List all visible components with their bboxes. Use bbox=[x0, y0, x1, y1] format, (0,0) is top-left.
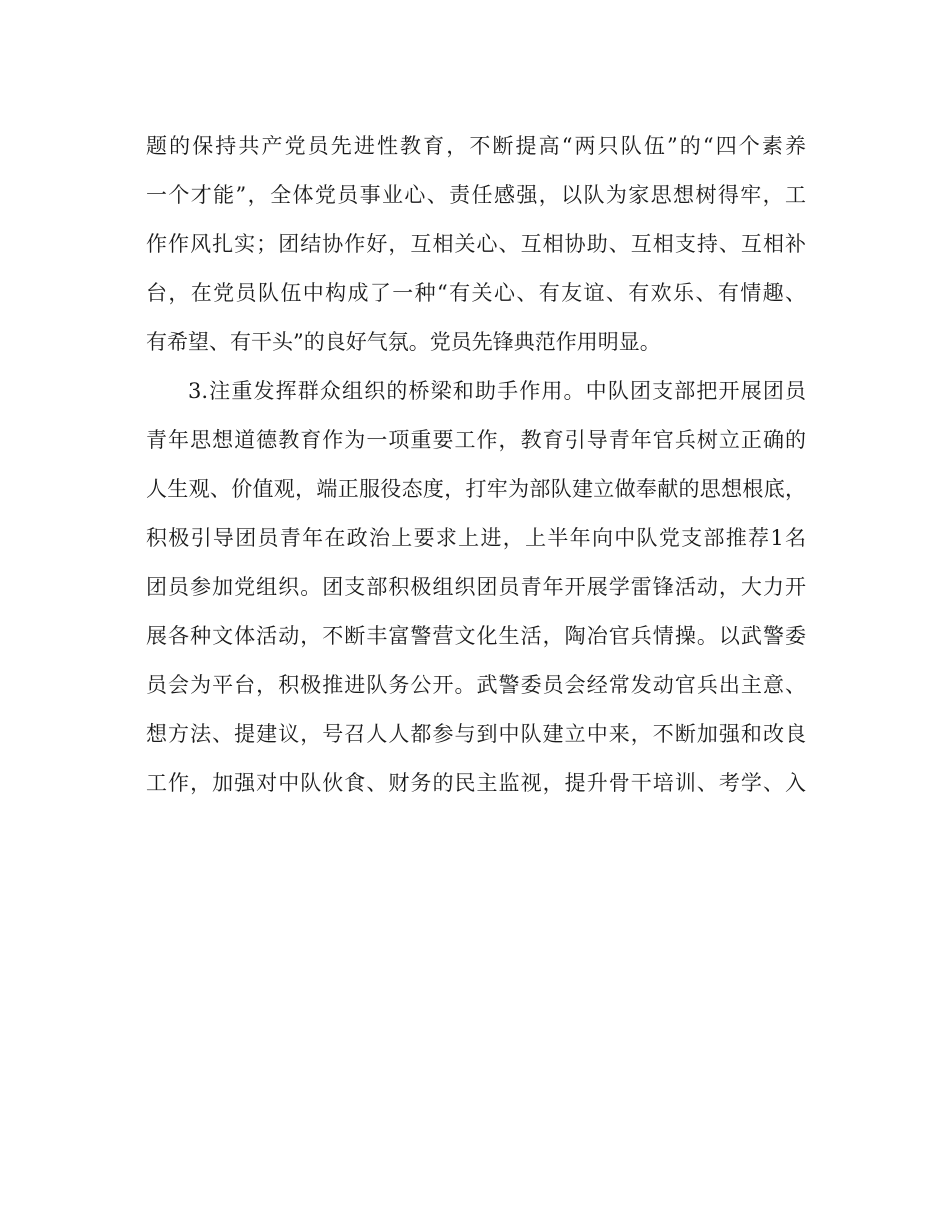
text-line: 青年思想道德教育作为一项重要工作，教育引导青年官兵树立正确的 bbox=[146, 428, 806, 452]
text-line: 题的保持共产党员先进性教育，不断提高“两只队伍”的“四个素养 bbox=[146, 134, 806, 158]
text-line: 团员参加党组织。团支部积极组织团员青年开展学雷锋活动，大力开 bbox=[146, 575, 806, 599]
body-text bbox=[146, 122, 806, 808]
paragraph-start-line: 3.注重发挥群众组织的桥梁和助手作用。中队团支部把开展团员 bbox=[188, 379, 806, 403]
text-line: 有希望、有干头”的良好气氛。党员先锋典范作用明显。 bbox=[146, 330, 661, 354]
text-line: 想方法、提建议，号召人人都参与到中队建立中来，不断加强和改良 bbox=[146, 722, 806, 746]
text-line: 台，在党员队伍中构成了一种“有关心、有友谊、有欢乐、有情趣、 bbox=[146, 281, 806, 305]
text-line: 员会为平台，积极推进队务公开。武警委员会经常发动官兵出主意、 bbox=[146, 673, 806, 697]
text-line: 人生观、价值观，端正服役态度，打牢为部队建立做奉献的思想根底， bbox=[146, 477, 806, 501]
text-line: 一个才能”，全体党员事业心、责任感强，以队为家思想树得牢，工 bbox=[146, 183, 806, 207]
text-line: 积极引导团员青年在政治上要求上进，上半年向中队党支部推荐1名 bbox=[146, 526, 806, 550]
text-line: 展各种文体活动，不断丰富警营文化生活，陶冶官兵情操。以武警委 bbox=[146, 624, 806, 648]
text-line: 工作，加强对中队伙食、财务的民主监视，提升骨干培训、考学、入 bbox=[146, 771, 806, 795]
text-line: 作作风扎实；团结协作好，互相关心、互相协助、互相支持、互相补 bbox=[146, 232, 806, 256]
